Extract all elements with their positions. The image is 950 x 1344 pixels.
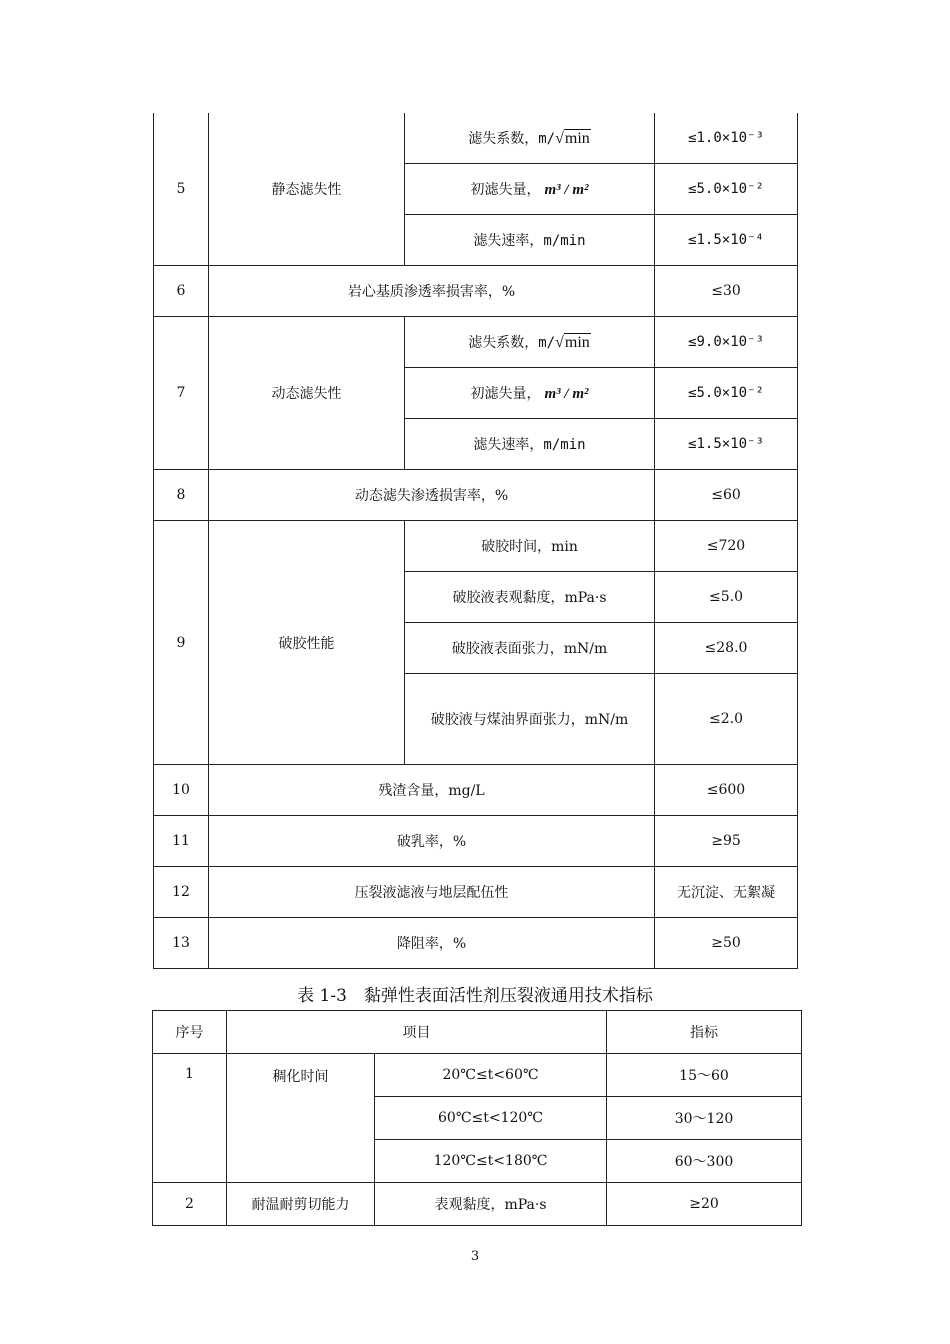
table-row — [154, 816, 798, 867]
spec-value: ≥95 — [655, 816, 798, 867]
sub-item-label: 破胶时间，min — [405, 521, 655, 572]
spec-value: ≤1.5×10⁻⁴ — [655, 215, 798, 266]
spec-value: 60～300 — [607, 1140, 802, 1183]
spec-value: ≤1.5×10⁻³ — [655, 419, 798, 470]
table-header-row — [153, 1011, 802, 1054]
spec-value: ≤720 — [655, 521, 798, 572]
spec-value: ≤28.0 — [655, 623, 798, 674]
group-name: 静态滤失性 — [209, 113, 405, 266]
sqrt-icon: √min — [555, 130, 590, 147]
table-row — [154, 317, 798, 368]
table-row — [153, 1054, 802, 1097]
spec-value: ≤2.0 — [655, 674, 798, 765]
row-number: 8 — [154, 470, 209, 521]
sub-item-label: 滤失速率，m/min — [405, 215, 655, 266]
sub-item-label: 滤失系数，m/ — [468, 335, 556, 351]
sqrt-radicand: min — [564, 130, 590, 147]
spec-value: ≤9.0×10⁻³ — [655, 317, 798, 368]
table-row — [154, 113, 798, 164]
formula: m³ / m² — [544, 386, 589, 402]
formula: m³ / m² — [544, 182, 589, 198]
row-number: 5 — [154, 113, 209, 266]
group-name: 耐温耐剪切能力 — [227, 1183, 375, 1226]
row-number: 10 — [154, 765, 209, 816]
table-row — [154, 521, 798, 572]
spec-value: ≤5.0 — [655, 572, 798, 623]
table-row — [154, 470, 798, 521]
spec-value: ≤60 — [655, 470, 798, 521]
row-number: 7 — [154, 317, 209, 470]
sub-item-label: 滤失速率，m/min — [405, 419, 655, 470]
group-name: 稠化时间 — [227, 1054, 375, 1183]
spec-value: ≤5.0×10⁻² — [655, 164, 798, 215]
row-number: 12 — [154, 867, 209, 918]
table-row — [154, 266, 798, 317]
spec-value: ≤5.0×10⁻² — [655, 368, 798, 419]
sub-item-label: 20℃≤t<60℃ — [375, 1054, 607, 1097]
spec-value: ≤1.0×10⁻³ — [655, 113, 798, 164]
row-number: 9 — [154, 521, 209, 765]
sub-item-label: 破胶液与煤油界面张力，mN/m — [405, 674, 655, 765]
item-name: 降阻率，% — [209, 918, 655, 969]
item-name: 压裂液滤液与地层配伍性 — [209, 867, 655, 918]
item-name: 破乳率，% — [209, 816, 655, 867]
page-number: 3 — [470, 1249, 480, 1264]
header-number: 序号 — [153, 1011, 227, 1054]
sub-item — [405, 113, 655, 164]
row-number: 1 — [153, 1054, 227, 1183]
row-number: 11 — [154, 816, 209, 867]
spec-value: ≤30 — [655, 266, 798, 317]
table-row — [153, 1183, 802, 1226]
sqrt-icon: √min — [555, 334, 590, 351]
row-number: 6 — [154, 266, 209, 317]
sqrt-radicand: min — [564, 334, 590, 351]
sub-item-label: 滤失系数，m/ — [468, 131, 556, 147]
spec-value: 15～60 — [607, 1054, 802, 1097]
spec-value: 无沉淀、无絮凝 — [655, 867, 798, 918]
table-caption: 表 1-3 黏弹性表面活性剂压裂液通用技术指标 — [297, 986, 653, 1006]
item-name: 动态滤失渗透损害率，% — [209, 470, 655, 521]
group-name: 破胶性能 — [209, 521, 405, 765]
sub-item-label: 破胶液表面张力，mN/m — [405, 623, 655, 674]
sub-item — [405, 317, 655, 368]
sub-item — [405, 368, 655, 419]
sub-item-label: 60℃≤t<120℃ — [375, 1097, 607, 1140]
row-number: 2 — [153, 1183, 227, 1226]
sub-item-label: 初滤失量， — [470, 386, 541, 402]
row-number: 13 — [154, 918, 209, 969]
sub-item — [405, 164, 655, 215]
sub-item-label: 破胶液表观黏度，mPa·s — [405, 572, 655, 623]
group-name: 动态滤失性 — [209, 317, 405, 470]
sub-item-label: 120℃≤t<180℃ — [375, 1140, 607, 1183]
sub-item-label: 表观黏度，mPa·s — [375, 1183, 607, 1226]
item-name: 残渣含量，mg/L — [209, 765, 655, 816]
spec-value: 30～120 — [607, 1097, 802, 1140]
fracturing-fluid-spec-table-continued — [153, 113, 798, 969]
spec-value: ≤600 — [655, 765, 798, 816]
sub-item-label: 初滤失量， — [470, 182, 541, 198]
header-item: 项目 — [227, 1011, 607, 1054]
item-name: 岩心基质渗透率损害率，% — [209, 266, 655, 317]
header-value: 指标 — [607, 1011, 802, 1054]
table-row — [154, 867, 798, 918]
table-row — [154, 765, 798, 816]
spec-value: ≥20 — [607, 1183, 802, 1226]
ves-fracturing-fluid-spec-table — [152, 1010, 802, 1226]
table-row — [154, 918, 798, 969]
spec-value: ≥50 — [655, 918, 798, 969]
